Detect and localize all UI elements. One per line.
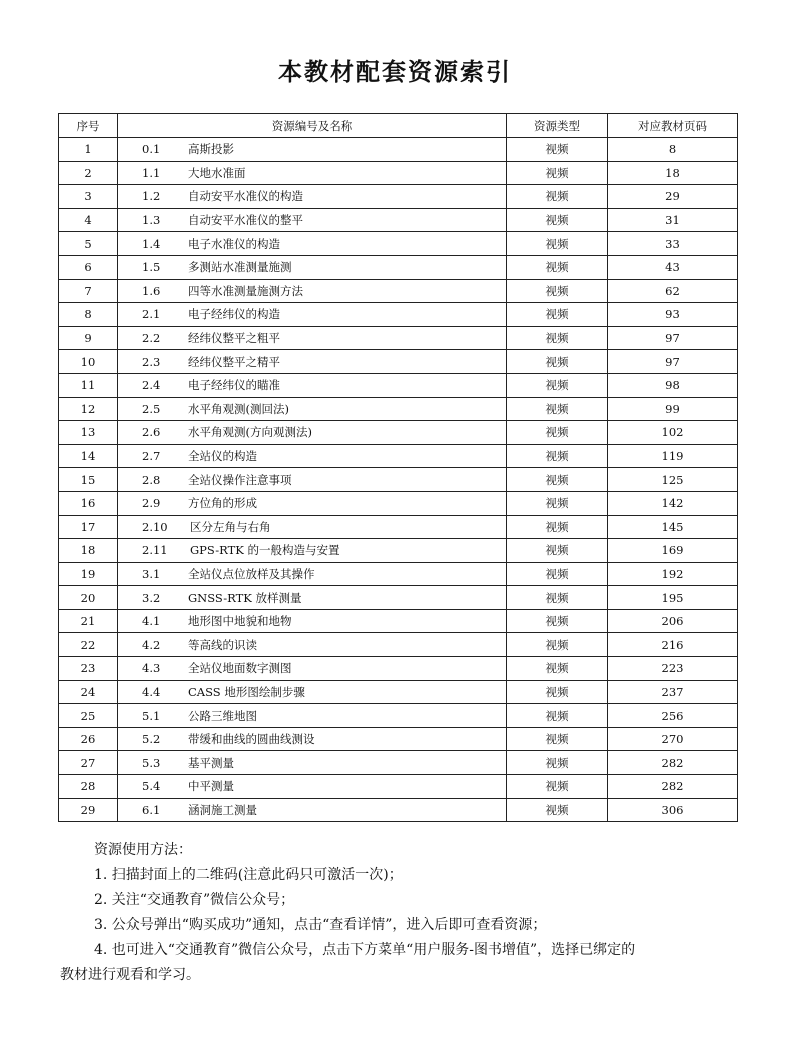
- resource-type: 视频: [507, 208, 608, 232]
- resource-cell: [118, 727, 507, 751]
- textbook-page: 192: [608, 562, 738, 586]
- resource-code: 2.8: [142, 472, 161, 487]
- row-number: 13: [59, 421, 118, 445]
- resource-type: 视频: [507, 798, 608, 822]
- row-number: 2: [59, 161, 118, 185]
- resource-code: 4.1: [142, 614, 161, 629]
- resource-cell: [118, 326, 507, 350]
- resource-code: 1.3: [142, 213, 161, 228]
- resource-type: 视频: [507, 515, 608, 539]
- resource-type: 视频: [507, 609, 608, 633]
- table-row: [59, 609, 738, 633]
- resource-type: 视频: [507, 326, 608, 350]
- row-number: 18: [59, 539, 118, 563]
- row-number: 5: [59, 232, 118, 256]
- table-row: [59, 279, 738, 303]
- table-row: [59, 138, 738, 162]
- resource-name: 经纬仪整平之精平: [188, 354, 280, 369]
- resource-cell: [118, 680, 507, 704]
- resource-type: 视频: [507, 633, 608, 657]
- table-row: [59, 444, 738, 468]
- resource-code: 1.5: [142, 260, 161, 275]
- resource-code: 5.2: [142, 732, 161, 747]
- header-type: 资源类型: [507, 114, 608, 138]
- table-row: [59, 373, 738, 397]
- resource-code: 1.4: [142, 236, 161, 251]
- table-row: [59, 515, 738, 539]
- resource-cell: [118, 138, 507, 162]
- textbook-page: 142: [608, 491, 738, 515]
- resource-type: 视频: [507, 421, 608, 445]
- resource-type: 视频: [507, 138, 608, 162]
- usage-heading: 资源使用方法：: [94, 842, 192, 858]
- table-row: [59, 775, 738, 799]
- resource-type: 视频: [507, 397, 608, 421]
- table-row: [59, 326, 738, 350]
- resource-name: 中平测量: [188, 779, 234, 794]
- textbook-page: 306: [608, 798, 738, 822]
- resource-cell: [118, 562, 507, 586]
- resource-code: 4.4: [142, 684, 161, 699]
- resource-name: 全站仪点位放样及其操作: [188, 566, 315, 581]
- table-row: [59, 208, 738, 232]
- resource-type: 视频: [507, 657, 608, 681]
- resource-cell: [118, 161, 507, 185]
- resource-code: 2.6: [142, 425, 161, 440]
- table-row: [59, 751, 738, 775]
- table-row: [59, 798, 738, 822]
- row-number: 26: [59, 727, 118, 751]
- textbook-page: 31: [608, 208, 738, 232]
- row-number: 20: [59, 586, 118, 610]
- resource-type: 视频: [507, 586, 608, 610]
- resource-type: 视频: [507, 232, 608, 256]
- row-number: 6: [59, 255, 118, 279]
- resource-type: 视频: [507, 350, 608, 374]
- resource-name: 基平测量: [188, 755, 234, 770]
- resource-name: 电子经纬仪的构造: [188, 307, 280, 322]
- header-no: 序号: [59, 114, 118, 138]
- resource-type: 视频: [507, 468, 608, 492]
- textbook-page: 33: [608, 232, 738, 256]
- row-number: 14: [59, 444, 118, 468]
- resource-code: 2.9: [142, 496, 161, 511]
- textbook-page: 169: [608, 539, 738, 563]
- textbook-page: 206: [608, 609, 738, 633]
- textbook-page: 43: [608, 255, 738, 279]
- textbook-page: 29: [608, 185, 738, 209]
- resource-cell: [118, 279, 507, 303]
- resource-code: 1.6: [142, 283, 161, 298]
- resource-type: 视频: [507, 539, 608, 563]
- row-number: 27: [59, 751, 118, 775]
- row-number: 16: [59, 491, 118, 515]
- resource-type: 视频: [507, 680, 608, 704]
- row-number: 7: [59, 279, 118, 303]
- row-number: 4: [59, 208, 118, 232]
- resource-code: 2.2: [142, 331, 161, 346]
- resource-type: 视频: [507, 491, 608, 515]
- table-row: [59, 586, 738, 610]
- table-body: [59, 138, 738, 822]
- resource-name: 自动安平水准仪的整平: [188, 213, 303, 228]
- textbook-page: 102: [608, 421, 738, 445]
- textbook-page: 216: [608, 633, 738, 657]
- resource-type: 视频: [507, 255, 608, 279]
- resource-cell: [118, 373, 507, 397]
- resource-name: 全站仪的构造: [188, 449, 257, 464]
- resource-cell: [118, 350, 507, 374]
- textbook-page: 195: [608, 586, 738, 610]
- table-row: [59, 350, 738, 374]
- row-number: 23: [59, 657, 118, 681]
- usage-line: 1. 扫描封面上的二维码(注意此码只可激活一次)；: [94, 867, 403, 883]
- table-header-row: [59, 114, 738, 138]
- resource-cell: [118, 208, 507, 232]
- resource-cell: [118, 303, 507, 327]
- resource-code: 3.1: [142, 566, 161, 581]
- resource-cell: [118, 491, 507, 515]
- textbook-page: 97: [608, 326, 738, 350]
- resource-type: 视频: [507, 775, 608, 799]
- resource-name: 全站仪操作注意事项: [188, 472, 292, 487]
- resource-name: 经纬仪整平之粗平: [188, 331, 280, 346]
- table-row: [59, 421, 738, 445]
- textbook-page: 18: [608, 161, 738, 185]
- resource-cell: [118, 255, 507, 279]
- textbook-page: 8: [608, 138, 738, 162]
- resource-name: 四等水准测量施测方法: [188, 283, 303, 298]
- resource-name: 区分左角与右角: [190, 519, 271, 534]
- textbook-page: 99: [608, 397, 738, 421]
- table-row: [59, 185, 738, 209]
- table-row: [59, 491, 738, 515]
- resource-index-table: [58, 113, 738, 822]
- table-row: [59, 633, 738, 657]
- resource-name: 公路三维地图: [188, 708, 257, 723]
- row-number: 19: [59, 562, 118, 586]
- resource-cell: [118, 539, 507, 563]
- table-row: [59, 704, 738, 728]
- textbook-page: 282: [608, 775, 738, 799]
- resource-code: 6.1: [142, 802, 161, 817]
- table-row: [59, 727, 738, 751]
- header-name: 资源编号及名称: [118, 114, 507, 138]
- resource-type: 视频: [507, 562, 608, 586]
- table-row: [59, 539, 738, 563]
- resource-name: 多测站水准测量施测: [188, 260, 292, 275]
- row-number: 1: [59, 138, 118, 162]
- resource-cell: [118, 704, 507, 728]
- resource-code: 3.2: [142, 590, 161, 605]
- page-title: 本教材配套资源索引: [278, 58, 512, 86]
- table-row: [59, 255, 738, 279]
- resource-code: 2.11: [142, 543, 168, 558]
- resource-code: 1.1: [142, 165, 161, 180]
- resource-type: 视频: [507, 373, 608, 397]
- resource-name: 水平角观测(测回法): [188, 401, 289, 416]
- resource-code: 5.4: [142, 779, 161, 794]
- table-row: [59, 657, 738, 681]
- table-row: [59, 680, 738, 704]
- resource-cell: [118, 444, 507, 468]
- resource-name: GNSS-RTK 放样测量: [188, 590, 302, 605]
- textbook-page: 282: [608, 751, 738, 775]
- resource-code: 0.1: [142, 142, 161, 157]
- textbook-page: 125: [608, 468, 738, 492]
- resource-cell: [118, 633, 507, 657]
- row-number: 12: [59, 397, 118, 421]
- resource-name: 水平角观测(方向观测法): [188, 425, 312, 440]
- resource-cell: [118, 232, 507, 256]
- textbook-page: 223: [608, 657, 738, 681]
- resource-cell: [118, 421, 507, 445]
- row-number: 29: [59, 798, 118, 822]
- resource-type: 视频: [507, 444, 608, 468]
- resource-type: 视频: [507, 751, 608, 775]
- resource-cell: [118, 586, 507, 610]
- resource-cell: [118, 751, 507, 775]
- resource-code: 2.3: [142, 354, 161, 369]
- row-number: 22: [59, 633, 118, 657]
- table-row: [59, 303, 738, 327]
- table-row: [59, 562, 738, 586]
- resource-cell: [118, 468, 507, 492]
- textbook-page: 270: [608, 727, 738, 751]
- row-number: 9: [59, 326, 118, 350]
- resource-name: 大地水准面: [188, 165, 246, 180]
- resource-cell: [118, 609, 507, 633]
- usage-line: 3. 公众号弹出“购买成功”通知，点击“查看详情”，进入后即可查看资源；: [94, 917, 547, 933]
- usage-line: 2. 关注“交通教育”微信公众号；: [94, 892, 295, 908]
- resource-code: 5.1: [142, 708, 161, 723]
- resource-code: 2.1: [142, 307, 161, 322]
- resource-name: 全站仪地面数字测图: [188, 661, 292, 676]
- textbook-page: 145: [608, 515, 738, 539]
- resource-type: 视频: [507, 161, 608, 185]
- resource-name: 高斯投影: [188, 142, 234, 157]
- textbook-page: 97: [608, 350, 738, 374]
- row-number: 3: [59, 185, 118, 209]
- textbook-page: 237: [608, 680, 738, 704]
- resource-cell: [118, 185, 507, 209]
- textbook-page: 93: [608, 303, 738, 327]
- table-row: [59, 161, 738, 185]
- textbook-page: 98: [608, 373, 738, 397]
- resource-cell: [118, 657, 507, 681]
- resource-type: 视频: [507, 727, 608, 751]
- row-number: 21: [59, 609, 118, 633]
- table-row: [59, 468, 738, 492]
- resource-type: 视频: [507, 279, 608, 303]
- row-number: 28: [59, 775, 118, 799]
- resource-name: GPS-RTK 的一般构造与安置: [190, 543, 340, 558]
- resource-type: 视频: [507, 185, 608, 209]
- resource-name: 电子经纬仪的瞄准: [188, 378, 280, 393]
- resource-code: 2.7: [142, 449, 161, 464]
- table-row: [59, 232, 738, 256]
- row-number: 17: [59, 515, 118, 539]
- resource-cell: [118, 397, 507, 421]
- table-row: [59, 397, 738, 421]
- resource-name: 等高线的识读: [188, 637, 257, 652]
- resource-code: 2.4: [142, 378, 161, 393]
- usage-line: 教材进行观看和学习。: [60, 967, 200, 983]
- resource-code: 4.3: [142, 661, 161, 676]
- resource-name: 带缓和曲线的圆曲线测设: [188, 732, 315, 747]
- row-number: 10: [59, 350, 118, 374]
- usage-instructions: [60, 838, 636, 988]
- resource-code: 2.10: [142, 519, 168, 534]
- header-page: 对应教材页码: [608, 114, 738, 138]
- textbook-page: 256: [608, 704, 738, 728]
- row-number: 25: [59, 704, 118, 728]
- resource-name: 自动安平水准仪的构造: [188, 189, 303, 204]
- resource-name: 方位角的形成: [188, 496, 257, 511]
- resource-code: 1.2: [142, 189, 161, 204]
- resource-type: 视频: [507, 704, 608, 728]
- resource-cell: [118, 775, 507, 799]
- row-number: 15: [59, 468, 118, 492]
- resource-cell: [118, 798, 507, 822]
- resource-cell: [118, 515, 507, 539]
- resource-code: 5.3: [142, 755, 161, 770]
- row-number: 24: [59, 680, 118, 704]
- resource-type: 视频: [507, 303, 608, 327]
- resource-name: 地形图中地貌和地物: [188, 614, 292, 629]
- row-number: 11: [59, 373, 118, 397]
- resource-name: 电子水准仪的构造: [188, 236, 280, 251]
- resource-code: 4.2: [142, 637, 161, 652]
- row-number: 8: [59, 303, 118, 327]
- textbook-page: 119: [608, 444, 738, 468]
- textbook-page: 62: [608, 279, 738, 303]
- resource-name: 涵洞施工测量: [188, 802, 257, 817]
- resource-code: 2.5: [142, 401, 161, 416]
- usage-line: 4. 也可进入“交通教育”微信公众号，点击下方菜单“用户服务-图书增值”，选择已绑定的: [94, 942, 636, 958]
- resource-name: CASS 地形图绘制步骤: [188, 684, 305, 699]
